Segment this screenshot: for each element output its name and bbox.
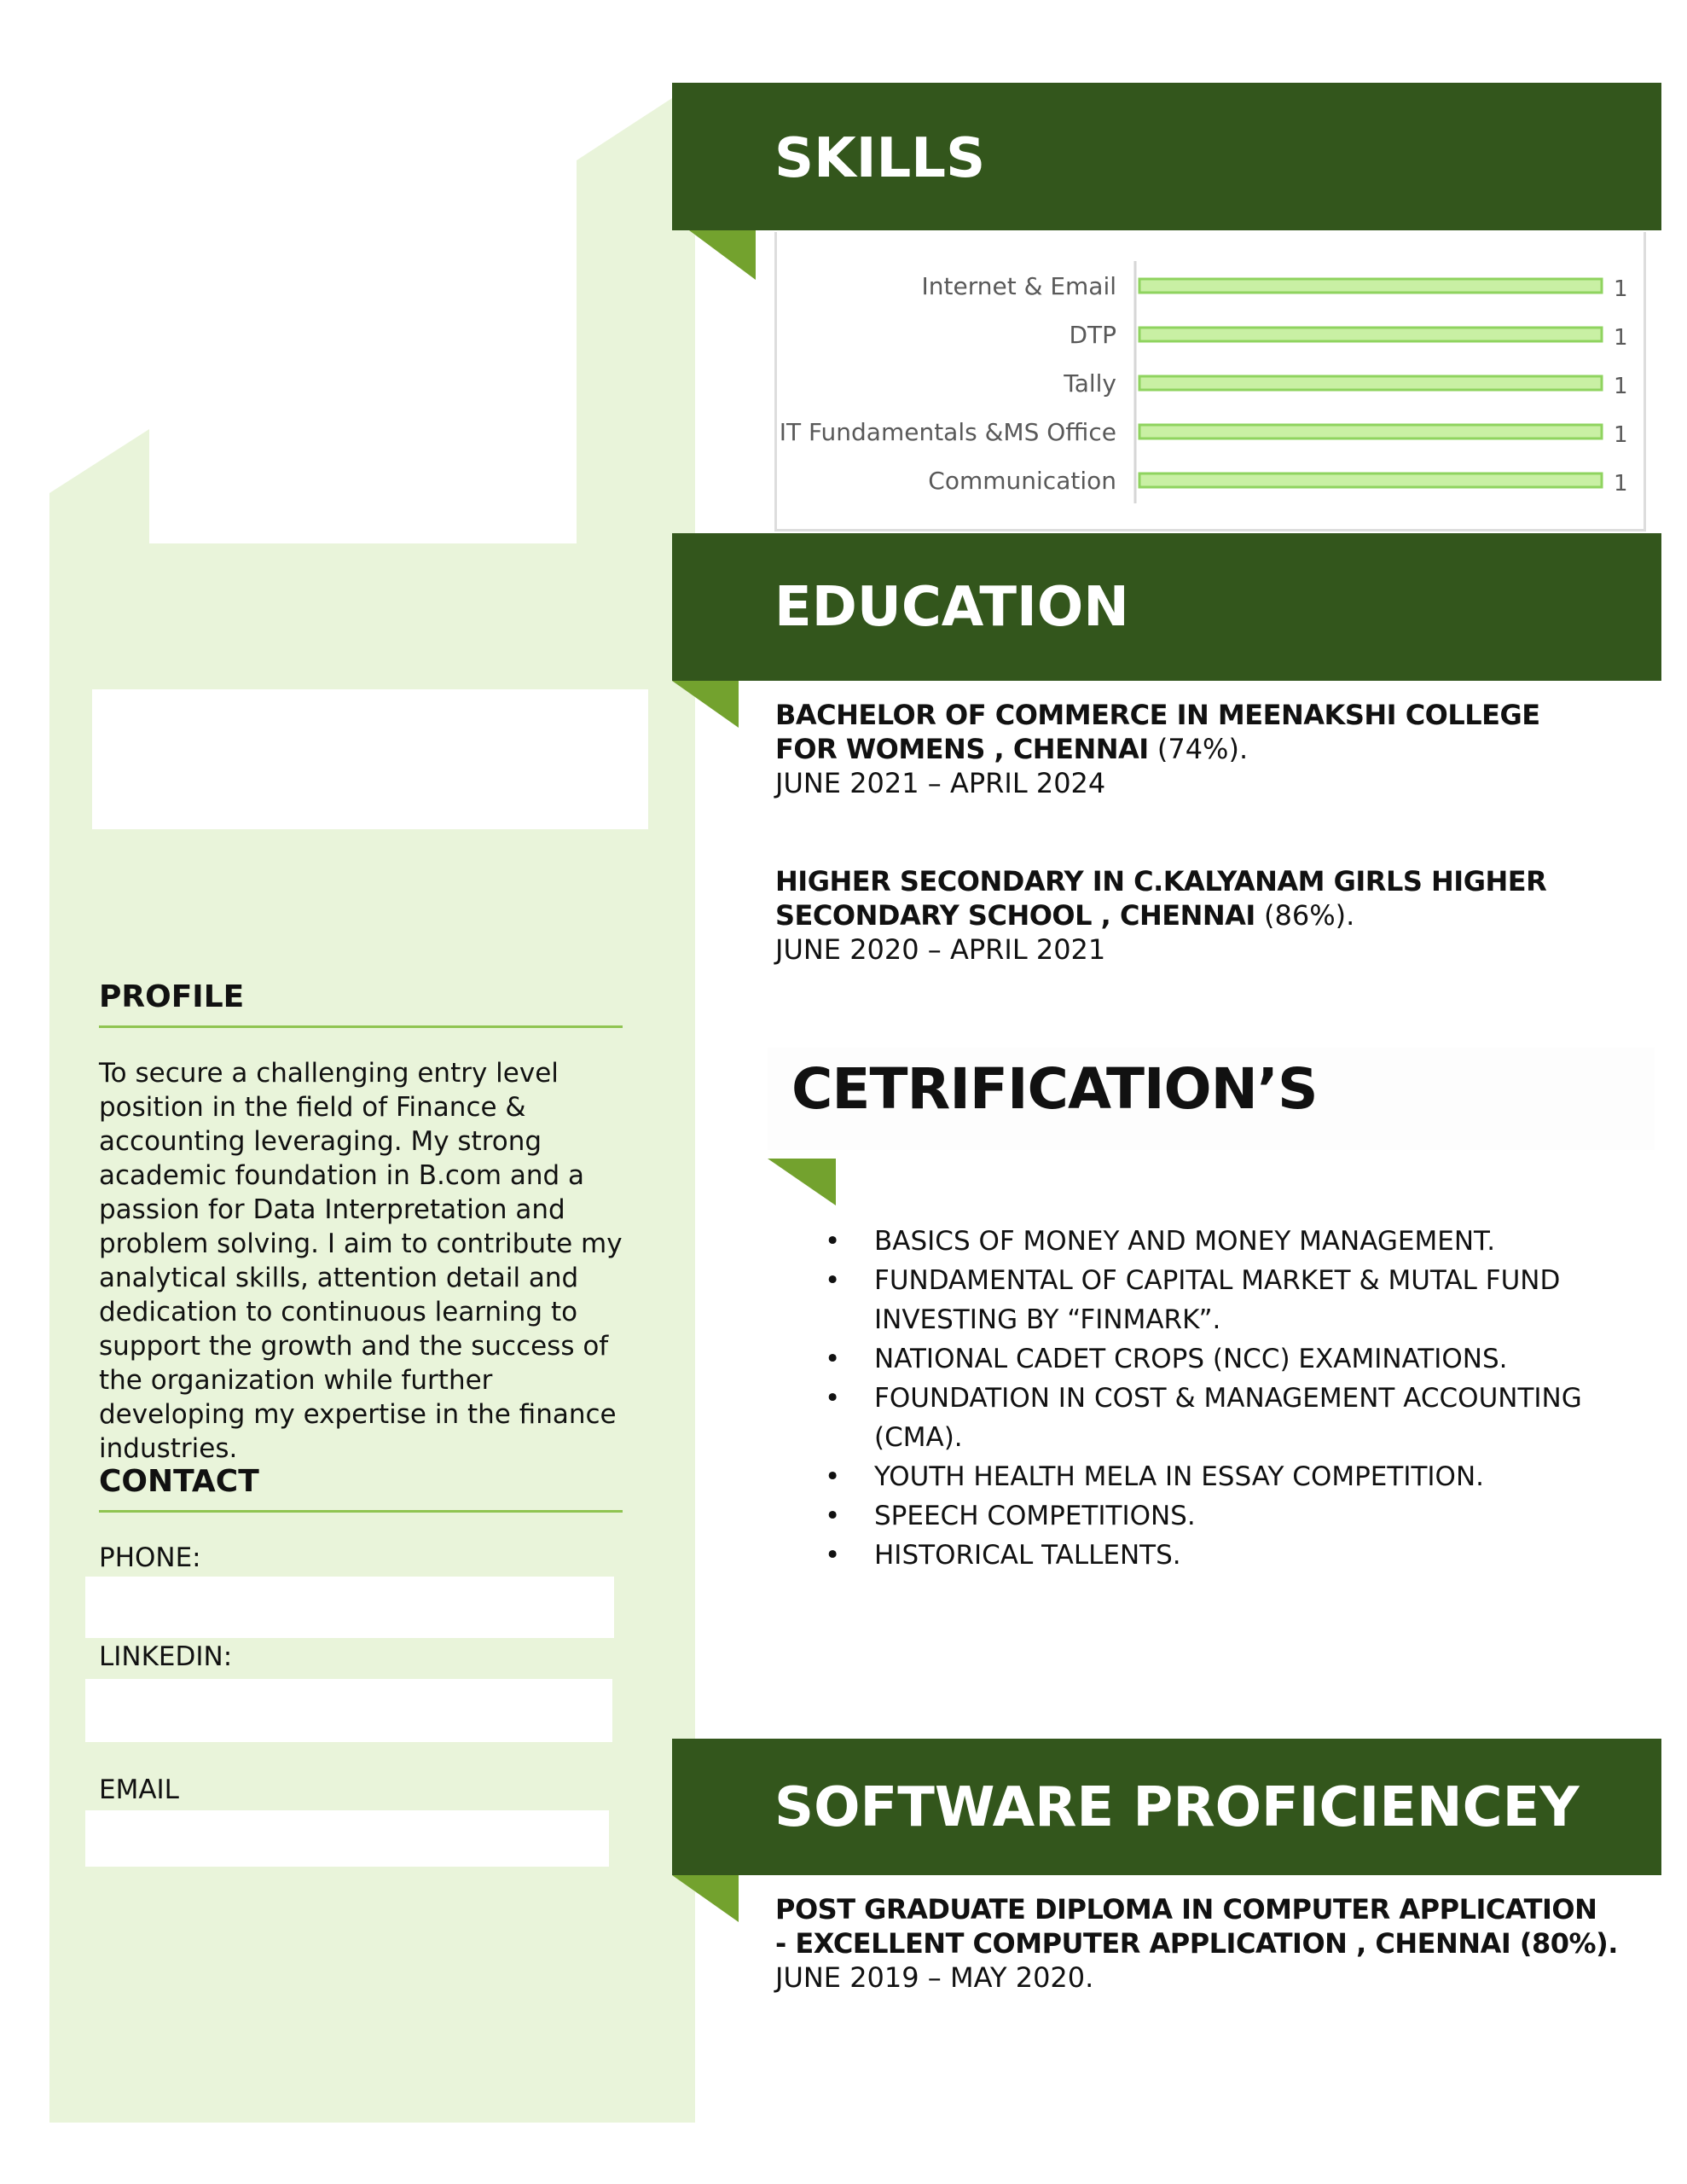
software-item: [775, 1892, 1618, 1995]
certification-item: • YOUTH HEALTH MELA IN ESSAY COMPETITION.: [815, 1457, 1667, 1496]
skills-chart-svg: [777, 232, 1644, 529]
skills-category-label: Tally: [1064, 369, 1116, 398]
skills-chart: [774, 232, 1646, 531]
skills-data-label: 1: [1614, 471, 1628, 497]
bullet-icon: •: [825, 1501, 841, 1531]
certification-item: • BASICS OF MONEY AND MONEY MANAGEMENT.: [815, 1222, 1667, 1261]
linkedin-label: LINKEDIN:: [99, 1641, 233, 1672]
skills-category-label: Internet & Email: [921, 272, 1116, 300]
phone-value-box: [85, 1577, 614, 1638]
skills-bar: [1139, 376, 1602, 390]
phone-label: PHONE:: [99, 1542, 201, 1573]
software-institute: - EXCELLENT COMPUTER APPLICATION , CHENNAI (80%).: [775, 1927, 1618, 1960]
education-degree-1: BACHELOR OF COMMERCE IN MEENAKSHI COLLEGE: [775, 699, 1540, 731]
education-degree-2: HIGHER SECONDARY IN C.KALYANAM GIRLS HIGHER: [775, 865, 1547, 897]
skills-data-label: 1: [1614, 325, 1628, 351]
email-value-box: [85, 1810, 609, 1867]
certification-item: • HISTORICAL TALLENTS.: [815, 1536, 1667, 1575]
software-title: SOFTWARE PROFICIENCEY: [774, 1776, 1580, 1839]
bullet-icon: •: [825, 1226, 841, 1257]
certifications-tab-icon: [768, 1159, 836, 1205]
profile-title: PROFILE: [99, 979, 245, 1014]
education-score-1: (74%).: [1148, 733, 1249, 765]
skills-title: SKILLS: [774, 127, 986, 190]
email-label: EMAIL: [99, 1774, 179, 1805]
certifications-list: [815, 1222, 1667, 1575]
profile-divider: [99, 1025, 623, 1028]
education-score-2: (86%).: [1255, 899, 1355, 932]
education-school-1: FOR WOMENS , CHENNAI: [775, 733, 1149, 765]
skills-data-label: 1: [1614, 276, 1628, 302]
skills-bar: [1139, 425, 1602, 439]
education-school-2: SECONDARY SCHOOL , CHENNAI: [775, 899, 1255, 932]
contact-divider: [99, 1510, 623, 1513]
bullet-icon: •: [825, 1540, 841, 1571]
certifications-title: CETRIFICATION’S: [791, 1056, 1318, 1122]
bullet-icon: •: [825, 1344, 841, 1374]
certification-item: • FUNDAMENTAL OF CAPITAL MARKET & MUTAL FUND INVESTING BY “FINMARK”.: [815, 1261, 1667, 1339]
bullet-icon: •: [825, 1461, 841, 1492]
skills-header-bar: [672, 83, 1661, 230]
profile-text: To secure a challenging entry level position in the field of Finance & accounting leveraging. My strong academic foundation in B.com and a passion for Data Interpretation and problem solving. I aim to contribute my analytical skills, attention detail and dedication to continuous learning to support the growth and the success of the organization while further developing my expertise in the finance industries.: [99, 1058, 623, 1464]
skills-category-label: Communication: [928, 467, 1116, 495]
education-title: EDUCATION: [774, 576, 1129, 639]
skills-category-label: DTP: [1069, 321, 1116, 349]
skills-category-label: IT Fundamentals &MS Office: [779, 418, 1116, 446]
education-header-bar: [672, 533, 1661, 681]
certification-item: • NATIONAL CADET CROPS (NCC) EXAMINATIONS.: [815, 1339, 1667, 1379]
bullet-icon: •: [825, 1383, 841, 1414]
education-dates-2: JUNE 2020 – APRIL 2021: [775, 933, 1106, 966]
education-item-1: [775, 698, 1540, 800]
certification-item: • FOUNDATION IN COST & MANAGEMENT ACCOUNTING (CMA).: [815, 1379, 1667, 1457]
contact-title: CONTACT: [99, 1464, 259, 1499]
education-dates-1: JUNE 2021 – APRIL 2024: [775, 767, 1106, 799]
skills-tab-icon: [689, 230, 756, 280]
bullet-icon: •: [825, 1265, 841, 1296]
skills-bar: [1139, 473, 1602, 487]
linkedin-value-box: [85, 1679, 612, 1742]
skills-bar: [1139, 279, 1602, 293]
certifications-header: [768, 1048, 1655, 1150]
software-diploma: POST GRADUATE DIPLOMA IN COMPUTER APPLICATION: [775, 1893, 1597, 1926]
software-dates: JUNE 2019 – MAY 2020.: [775, 1961, 1094, 1994]
name-placeholder-box: [92, 689, 648, 829]
education-tab-icon: [672, 681, 739, 728]
education-item-2: [775, 864, 1546, 967]
software-header-bar: [672, 1739, 1661, 1875]
skills-bar: [1139, 328, 1602, 341]
skills-data-label: 1: [1614, 374, 1628, 399]
skills-data-label: 1: [1614, 422, 1628, 448]
software-tab-icon: [672, 1875, 739, 1922]
certification-item: • SPEECH COMPETITIONS.: [815, 1496, 1667, 1536]
